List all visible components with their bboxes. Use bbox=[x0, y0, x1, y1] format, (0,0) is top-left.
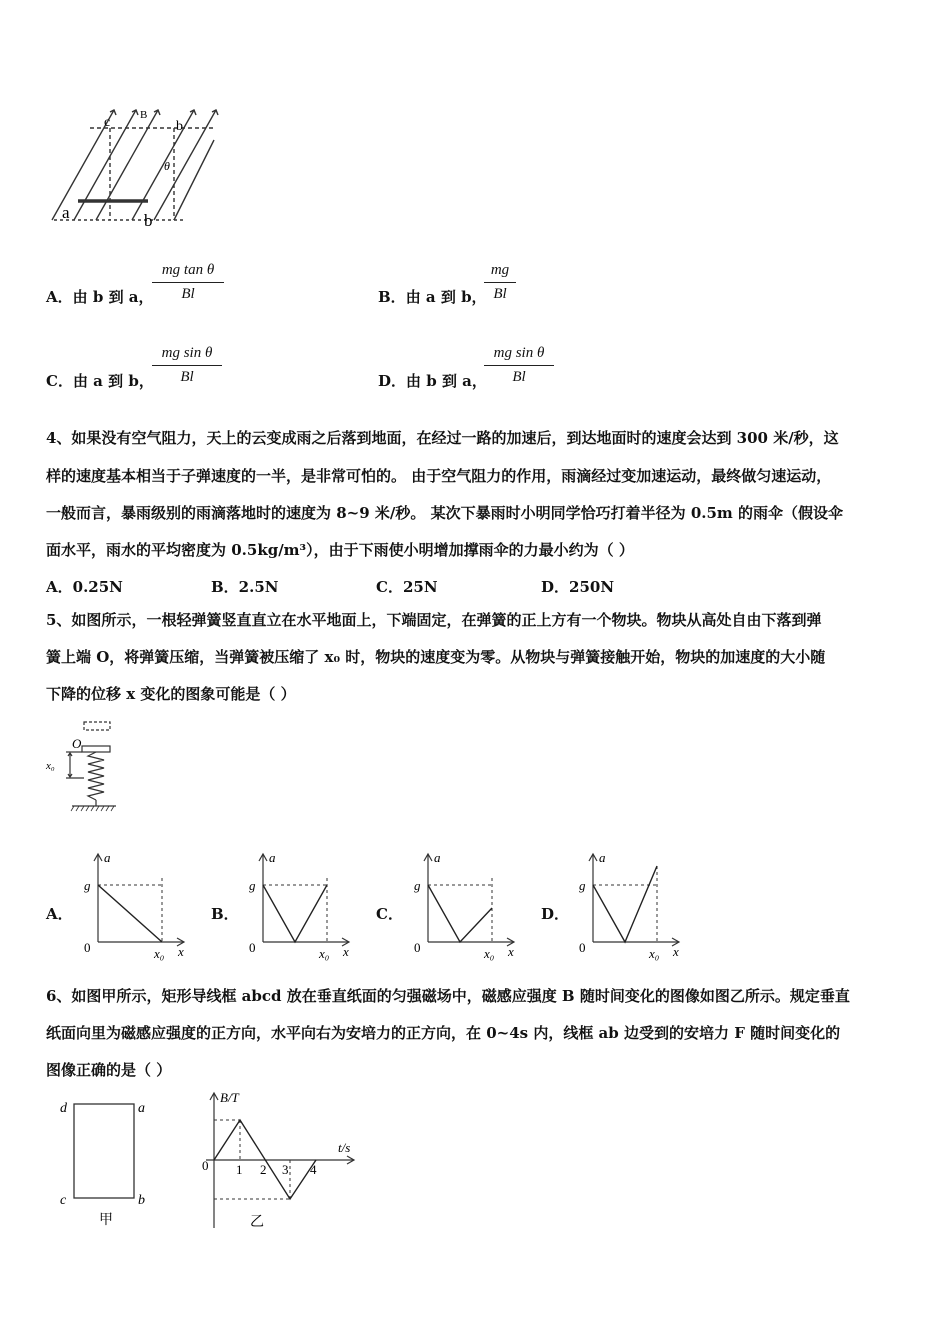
q5-graph-label-x0: x₀ bbox=[154, 946, 165, 961]
q6-label-b: b bbox=[138, 1193, 145, 1208]
q5-graph-label-x: x bbox=[508, 944, 514, 959]
q5-graph-a bbox=[78, 848, 198, 966]
q5-graph-label-x: x bbox=[673, 944, 679, 959]
q6-frame-caption: 甲 bbox=[99, 1213, 113, 1228]
q5-graph-label-x0: x₀ bbox=[319, 946, 330, 961]
q5-graph-label-origin: 0 bbox=[414, 940, 421, 955]
q5-label-O: O bbox=[72, 736, 82, 751]
q3-option-d-fraction: $\frac{\text{mg sin θ}}{Bl}$ bbox=[484, 345, 554, 386]
q3-option-d[interactable]: D．由 b 到 a， bbox=[378, 372, 487, 390]
q5-line-3: 下降的位移 x 变化的图象可能是（ ） bbox=[46, 685, 296, 703]
q5-graph-label-g: g bbox=[249, 878, 256, 893]
q3-option-c[interactable]: C．由 a 到 b， bbox=[46, 372, 154, 390]
q6-bt-tick-4: 4 bbox=[310, 1162, 317, 1177]
q5-graph-label-origin: 0 bbox=[579, 940, 586, 955]
q3-label-B: B bbox=[140, 109, 148, 121]
q5-option-a[interactable]: A． bbox=[46, 905, 73, 923]
q5-graph-label-a: a bbox=[104, 850, 111, 865]
q5-graph-label-origin: 0 bbox=[84, 940, 91, 955]
q3-option-a-fraction: $\frac{\text{mg tan θ}}{Bl}$ bbox=[152, 262, 224, 303]
q5-graph-label-x0: x₀ bbox=[649, 946, 660, 961]
q5-line-2: 簧上端 O，将弹簧压缩，当弹簧被压缩了 x₀ 时，物块的速度变为零。从物块与弹簧接触开始，物块的加速度的大小随 bbox=[46, 648, 826, 666]
q6-bt-ylabel: B/T bbox=[220, 1090, 239, 1105]
q5-graph-label-a: a bbox=[434, 850, 441, 865]
q6-label-a: a bbox=[138, 1101, 145, 1116]
q4-line-3: 一般而言，暴雨级别的雨滴落地时的速度为 8~9 米/秒。 某次下暴雨时小明同学恰巧打着半径为 0.5m 的雨伞（假设伞 bbox=[46, 504, 844, 522]
q5-graph-curve-c bbox=[428, 885, 492, 942]
q3-label-a: a bbox=[62, 203, 70, 222]
q5-option-b[interactable]: B． bbox=[211, 905, 239, 923]
q3-option-c-fraction: $\frac{\text{mg sin θ}}{Bl}$ bbox=[152, 345, 222, 386]
q4-option-c[interactable]: C．25N bbox=[376, 578, 438, 596]
q6-bt-xlabel: t/s bbox=[338, 1140, 351, 1155]
q4-option-a[interactable]: A．0.25N bbox=[46, 578, 123, 596]
q5-line-1: 5、如图所示，一根轻弹簧竖直直立在水平地面上，下端固定，在弹簧的正上方有一个物块。物块从高处自由下落到弹 bbox=[46, 611, 822, 629]
q3-label-b-bottom: b bbox=[144, 211, 153, 230]
q3-label-c: c bbox=[104, 115, 111, 130]
q4-line-2: 样的速度基本相当于子弹速度的一半，是非常可怕的。 由于空气阻力的作用，雨滴经过变加速运动，最终做匀速运动， bbox=[46, 467, 832, 485]
q5-graph-b bbox=[243, 848, 363, 966]
q4-option-d[interactable]: D．250N bbox=[541, 578, 615, 596]
q5-graph-label-origin: 0 bbox=[249, 940, 256, 955]
q5-option-c[interactable]: C． bbox=[376, 905, 403, 923]
q6-frame-figure bbox=[56, 1094, 156, 1230]
q5-graph-label-a: a bbox=[269, 850, 276, 865]
q5-graph-label-g: g bbox=[84, 878, 91, 893]
q4-line-4: 面水平，雨水的平均密度为 0.5kg/m³），由于下雨使小明增加撑雨伞的力最小约为（ ） bbox=[46, 541, 634, 559]
q6-bt-tick-2: 2 bbox=[260, 1162, 267, 1177]
q5-spring-figure bbox=[44, 718, 124, 814]
q6-bt-tick-1: 1 bbox=[236, 1162, 243, 1177]
q3-label-theta: θ bbox=[164, 159, 170, 173]
q4-option-b[interactable]: B．2.5N bbox=[211, 578, 279, 596]
q6-line-2: 纸面向里为磁感应强度的正方向，水平向右为安培力的正方向，在 0~4s 内，线框 ab 边受到的安培力 F 随时间变化的 bbox=[46, 1024, 841, 1042]
q5-label-x0: x₀ bbox=[46, 760, 55, 772]
q3-rails-figure bbox=[44, 100, 224, 232]
q5-graph-label-x0: x₀ bbox=[484, 946, 495, 961]
q4-line-1: 4、如果没有空气阻力，天上的云变成雨之后落到地面，在经过一路的加速后，到达地面时的速度会达到 300 米/秒，这 bbox=[46, 429, 839, 447]
q5-graph-label-a: a bbox=[599, 850, 606, 865]
q5-graph-label-g: g bbox=[579, 878, 586, 893]
q5-graph-curve-d bbox=[593, 866, 657, 942]
q5-graph-label-g: g bbox=[414, 878, 421, 893]
q6-bt-origin: 0 bbox=[202, 1158, 209, 1173]
q5-graph-curve-b bbox=[263, 885, 327, 942]
q5-option-d[interactable]: D． bbox=[541, 905, 570, 923]
q5-graph-d bbox=[573, 848, 693, 966]
q6-bt-caption: 乙 bbox=[250, 1215, 264, 1230]
q6-line-3: 图像正确的是（ ） bbox=[46, 1061, 172, 1079]
q6-line-1: 6、如图甲所示，矩形导线框 abcd 放在垂直纸面的匀强磁场中，磁感应强度 B 随时间变化的图像如图乙所示。规定垂直 bbox=[46, 987, 850, 1005]
q3-option-b[interactable]: B．由 a 到 b， bbox=[378, 288, 487, 306]
q5-graph-curve-a bbox=[98, 885, 162, 942]
q3-option-b-fraction: $\frac{mg}{Bl}$ bbox=[484, 262, 516, 303]
q3-label-b-top: b bbox=[176, 119, 183, 134]
q5-graph-label-x: x bbox=[343, 944, 349, 959]
q6-label-d: d bbox=[60, 1101, 67, 1116]
q3-option-a[interactable]: A．由 b 到 a， bbox=[46, 288, 154, 306]
q5-graph-c bbox=[408, 848, 528, 966]
q6-bt-tick-3: 3 bbox=[282, 1162, 289, 1177]
q5-graph-label-x: x bbox=[178, 944, 184, 959]
q6-bt-graph bbox=[198, 1088, 368, 1234]
q6-label-c: c bbox=[60, 1193, 67, 1208]
